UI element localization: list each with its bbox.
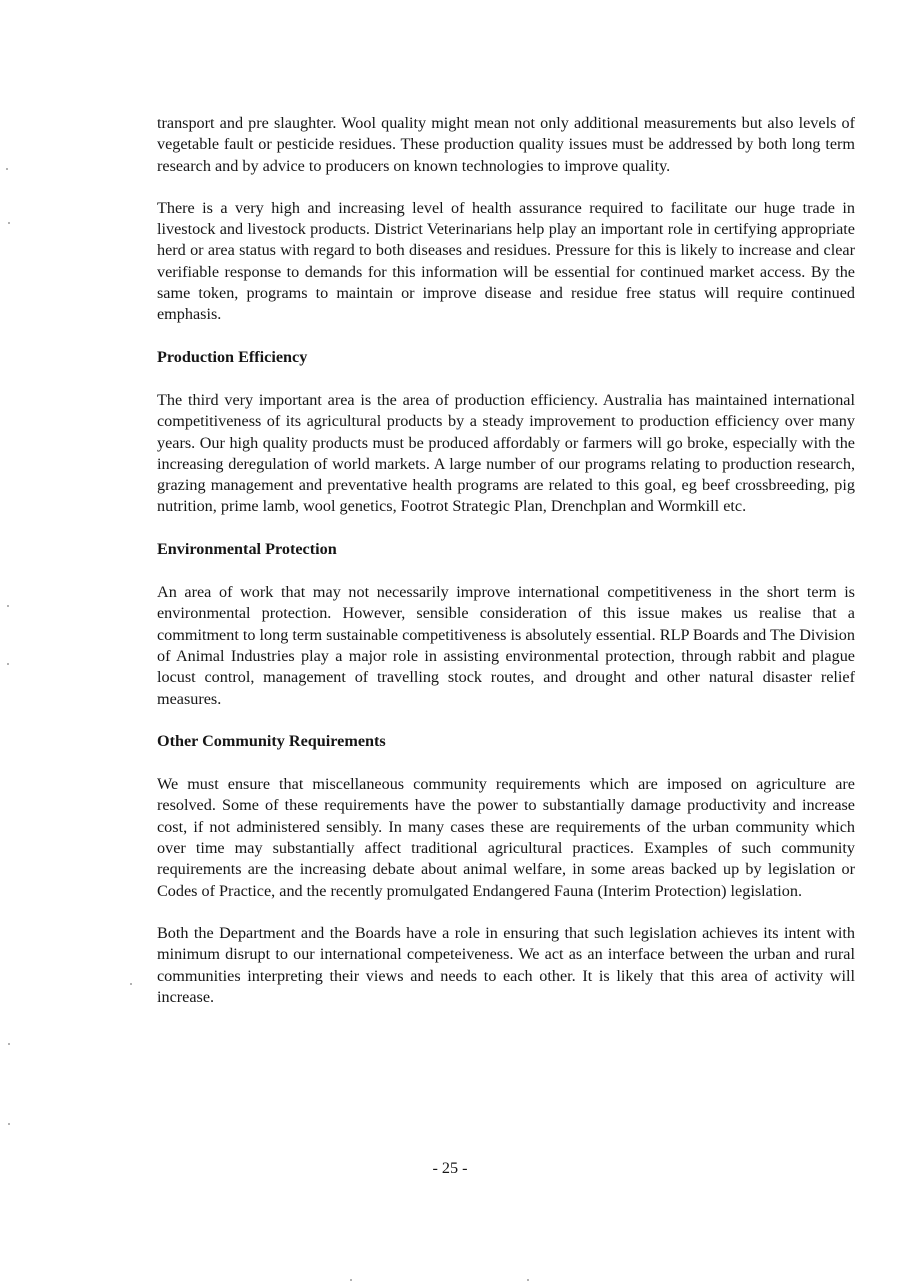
paragraph-department-boards-role: Both the Department and the Boards have a role in ensuring that such legislation achieves its intent with minimum disrupt to our international competeiveness. We act as an interface between the urban and rural communities interpreting their views and needs to each other. It is likely that this area of activity will increase. (157, 923, 855, 1006)
heading-production-efficiency: Production Efficiency (157, 347, 308, 366)
scan-speck (6, 168, 8, 170)
page-number: - 25 - (432, 1159, 468, 1177)
paragraph-health-assurance: There is a very high and increasing level of health assurance required to facilitate our huge trade in livestock and livestock products. District Veterinarians help play an important role in certifying appropriate herd or area status with regard to both diseases and residues. Pressure for this is likely to increase and clear verifiable response to demands for this information will be essential for continued market access. By the same token, programs to maintain or improve disease and residue free status will require continued emphasis. (157, 198, 855, 324)
paragraph-wool-quality: transport and pre slaughter. Wool quality might mean not only additional measurements but also levels of vegetable fault or pesticide residues. These production quality issues must be addressed by both long term research and by advice to producers on known technologies to improve quality. (157, 114, 855, 175)
scan-speck (7, 663, 9, 665)
scan-speck (8, 1123, 10, 1125)
scan-speck (8, 1043, 10, 1045)
scan-speck (130, 983, 132, 985)
scan-speck (527, 1279, 529, 1281)
scan-speck (8, 222, 10, 224)
scan-speck (350, 1279, 352, 1281)
document-body (157, 113, 855, 1029)
paragraph-production-efficiency: The third very important area is the area of production efficiency. Australia has maintained international competitiveness of its agricultural products by a steady improvement to production efficiency over many years. Our high quality products must be produced affordably or farmers will go broke, especially with the increasing deregulation of world markets. A large number of our programs relating to production research, grazing management and preventative health programs are related to this goal, eg beef crossbreeding, pig nutrition, prime lamb, wool genetics, Footrot Strategic Plan, Drenchplan and Wormkill etc. (157, 390, 855, 516)
scan-speck (7, 605, 9, 607)
heading-other-community-requirements: Other Community Requirements (157, 731, 386, 750)
heading-environmental-protection: Environmental Protection (157, 539, 337, 558)
paragraph-environmental-protection: An area of work that may not necessarily improve international competitiveness in the short term is environmental protection. However, sensible consideration of this issue makes us realise that a commitment to long term sustainable competitiveness is absolutely essential. RLP Boards and The Division of Animal Industries play a major role in assisting environmental protection, through rabbit and plague locust control, management of travelling stock routes, and drought and other natural disaster relief measures. (157, 583, 855, 708)
paragraph-community-requirements: We must ensure that miscellaneous community requirements which are imposed on agriculture are resolved. Some of these requirements have the power to substantially damage productivity and increase cost, if not administered sensibly. In many cases these are requirements of the urban community which over time may substantially affect traditional agricultural practices. Examples of such community requirements are the increasing debate about animal welfare, in some areas backed up by legislation or Codes of Practice, and the recently promulgated Endangered Fauna (Interim Protection) legislation. (157, 775, 855, 900)
